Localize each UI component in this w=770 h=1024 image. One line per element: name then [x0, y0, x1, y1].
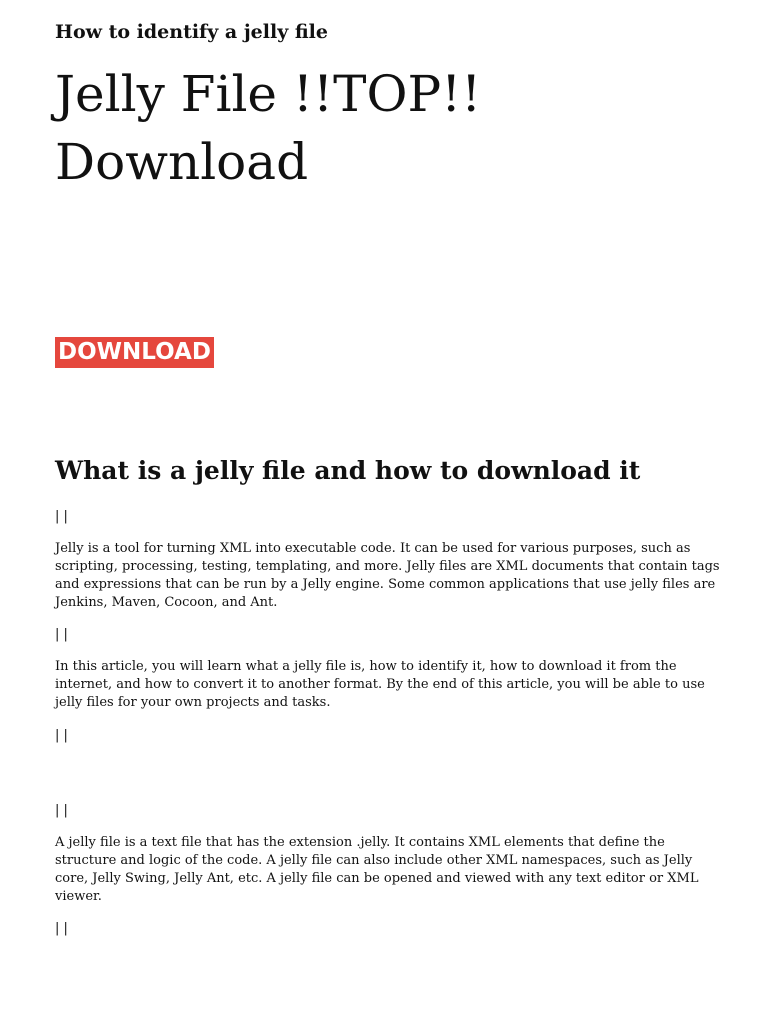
separator-text: | |	[55, 627, 68, 642]
subsection-heading: How to identify a jelly file	[55, 21, 328, 43]
paragraph-identify: A jelly file is a text file that has the extension .jelly. It contains XML elements that define the structure and logic of the code. A jelly file can also include other XML namespaces, such as Jelly core, Jelly Swing, Jelly Ant, etc. A jelly file can be opened and viewed with any text editor or XML viewer.	[55, 835, 699, 904]
download-button[interactable]: DOWNLOAD	[55, 337, 214, 368]
separator-text: | |	[55, 803, 68, 818]
section-heading: What is a jelly file and how to download it	[55, 456, 641, 485]
separator-text: | |	[55, 921, 68, 936]
paragraph-intro: Jelly is a tool for turning XML into executable code. It can be used for various purposes, such as scripting, processing, testing, templating, and more. Jelly files are XML documents that contain tags and expressions that can be run by a Jelly engine. Some common applications that use jelly files are Jenkins, Maven, Cocoon, and Ant.	[55, 541, 720, 610]
separator-text: | |	[55, 509, 68, 524]
paragraph-article: In this article, you will learn what a jelly file is, how to identify it, how to download it from the internet, and how to convert it to another format. By the end of this article, you will be able to use jelly files for your own projects and tasks.	[55, 659, 705, 710]
document-page	[55, 0, 720, 936]
page-title: Jelly File !!TOP!! Download	[55, 65, 482, 191]
separator-text: | |	[55, 728, 68, 743]
